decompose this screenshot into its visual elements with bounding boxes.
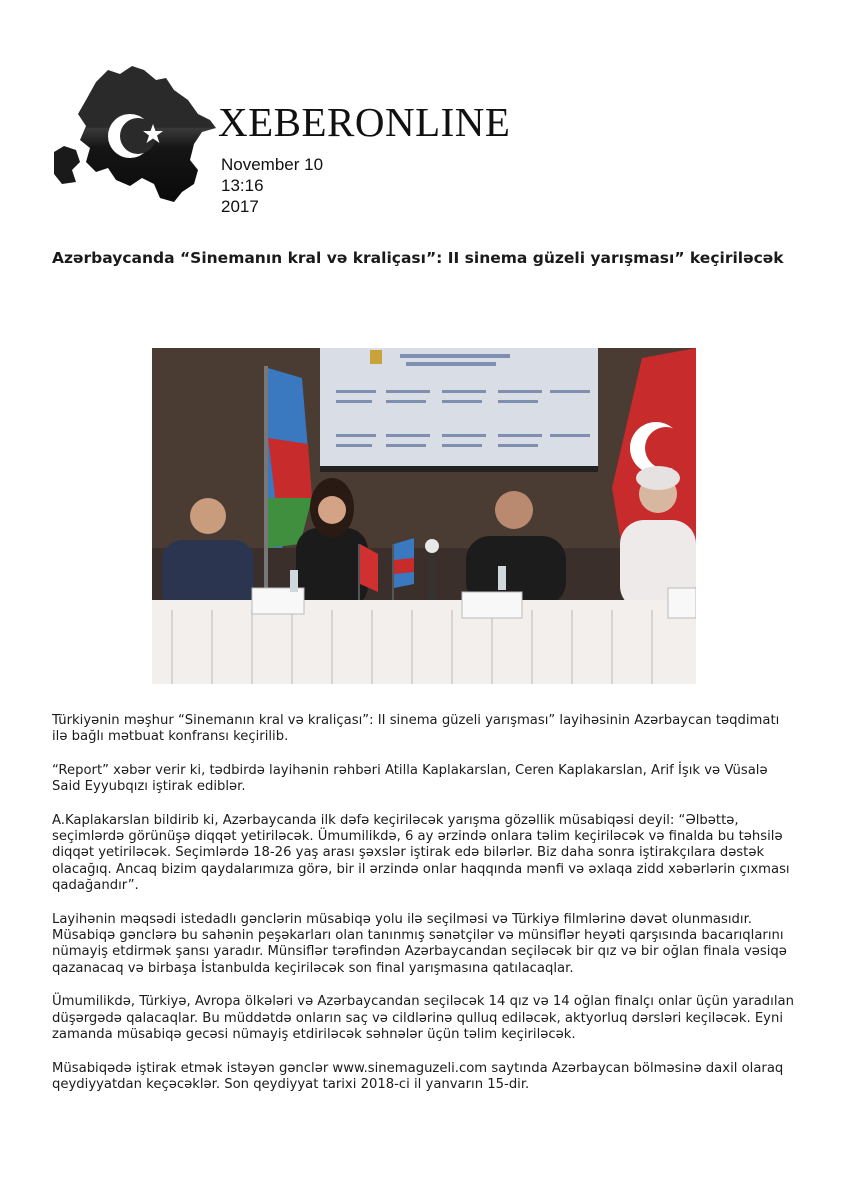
article-headline: Azərbaycanda “Sinemanın kral və kraliçası”: II sinema güzeli yarışması” keçiriləcək <box>52 249 784 267</box>
article-paragraph-6: Müsabiqədə iştirak etmək istəyən gənclər www.sinemaguzeli.com saytında Azərbaycan bölməsinə daxil olaraq qeydiyyatdan keçəcəklər. Son qeydiyyat tarixi 2018-ci il yanvarın 15-dir. <box>52 1060 784 1092</box>
azerbaijan-map-icon <box>50 52 218 212</box>
article-paragraph-5: Ümumilikdə, Türkiyə, Avropa ölkələri və Azərbaycandan seçiləcək 14 qız və 14 oğlan finalçı onlar üçün yaradılan düşərgədə qalacaqlar. Bu müddətdə onların saç və cildlərinə qulluq ediləcək, aktyorluq dərsləri keçiləcək. Eyni zamanda müsabiqə gecəsi nümayiş etdiriləcək səhnələr üçün təlim keçiriləcək. <box>52 994 794 1043</box>
publish-year: 2017 <box>221 197 259 216</box>
article-paragraph-2: “Report” xəbər verir ki, tədbirdə layihənin rəhbəri Atilla Kaplakarslan, Ceren Kaplakarslan, Arif İşık və Vüsalə Said Eyyubqızı iştirak ediblər. <box>52 762 768 795</box>
publish-date: November 10 <box>221 155 324 174</box>
article-paragraph-4: Layihənin məqsədi istedadlı gənclərin müsabiqə yolu ilə seçilməsi və Türkiyə filmlərinə dəvət olunmasıdır. Müsabiqə gənclərə bu sahənin peşəkarları olan tanınmış sənətçilər və münsiflər heyəti qarşısında bacarıqlarını nümayiş etdirmək şansı yaradır. Münsiflər tərəfindən Azərbaycandan seçiləcək bir qız və bir oğlan finala vəsiqə qazanacaq və birbaşa İstanbulda keçiriləcək son final yarışmasına qatılacaqlar. <box>52 911 787 976</box>
article-paragraph-3: A.Kaplakarslan bildirib ki, Azərbaycanda ilk dəfə keçiriləcək yarışma gözəllik müsabiqəsi deyil: “Əlbəttə, seçimlərdə görünüşə diqqət yetiriləcək. Ümumilikdə, 6 ay ərzində onlara təlim keçiriləcək və finalda bu təhsilə diqqət yetiriləcək. Seçimlərdə 18-26 yaş arası şəxslər iştirak edə bilərlər. Biz daha sonra iştirakçılara dəstək olacağıq. Ancaq bizim qaydalarımıza görə, bir il ərzində onlar haqqında mənfi və əxlaqa zidd xəbərlərin çıxması qadağandır”. <box>52 812 790 894</box>
site-title[interactable]: XEBERONLINE <box>218 99 511 145</box>
publish-meta <box>221 154 323 217</box>
article-body <box>52 713 798 1110</box>
article-photo <box>152 348 696 684</box>
publish-time: 13:16 <box>221 176 264 195</box>
article-paragraph-1: Türkiyənin məşhur “Sinemanın kral və kraliçası”: II sinema güzeli yarışması” layihəsinin Azərbaycan təqdimatı ilə bağlı mətbuat konfransı keçirilib. <box>52 713 780 745</box>
site-logo[interactable] <box>50 52 218 212</box>
